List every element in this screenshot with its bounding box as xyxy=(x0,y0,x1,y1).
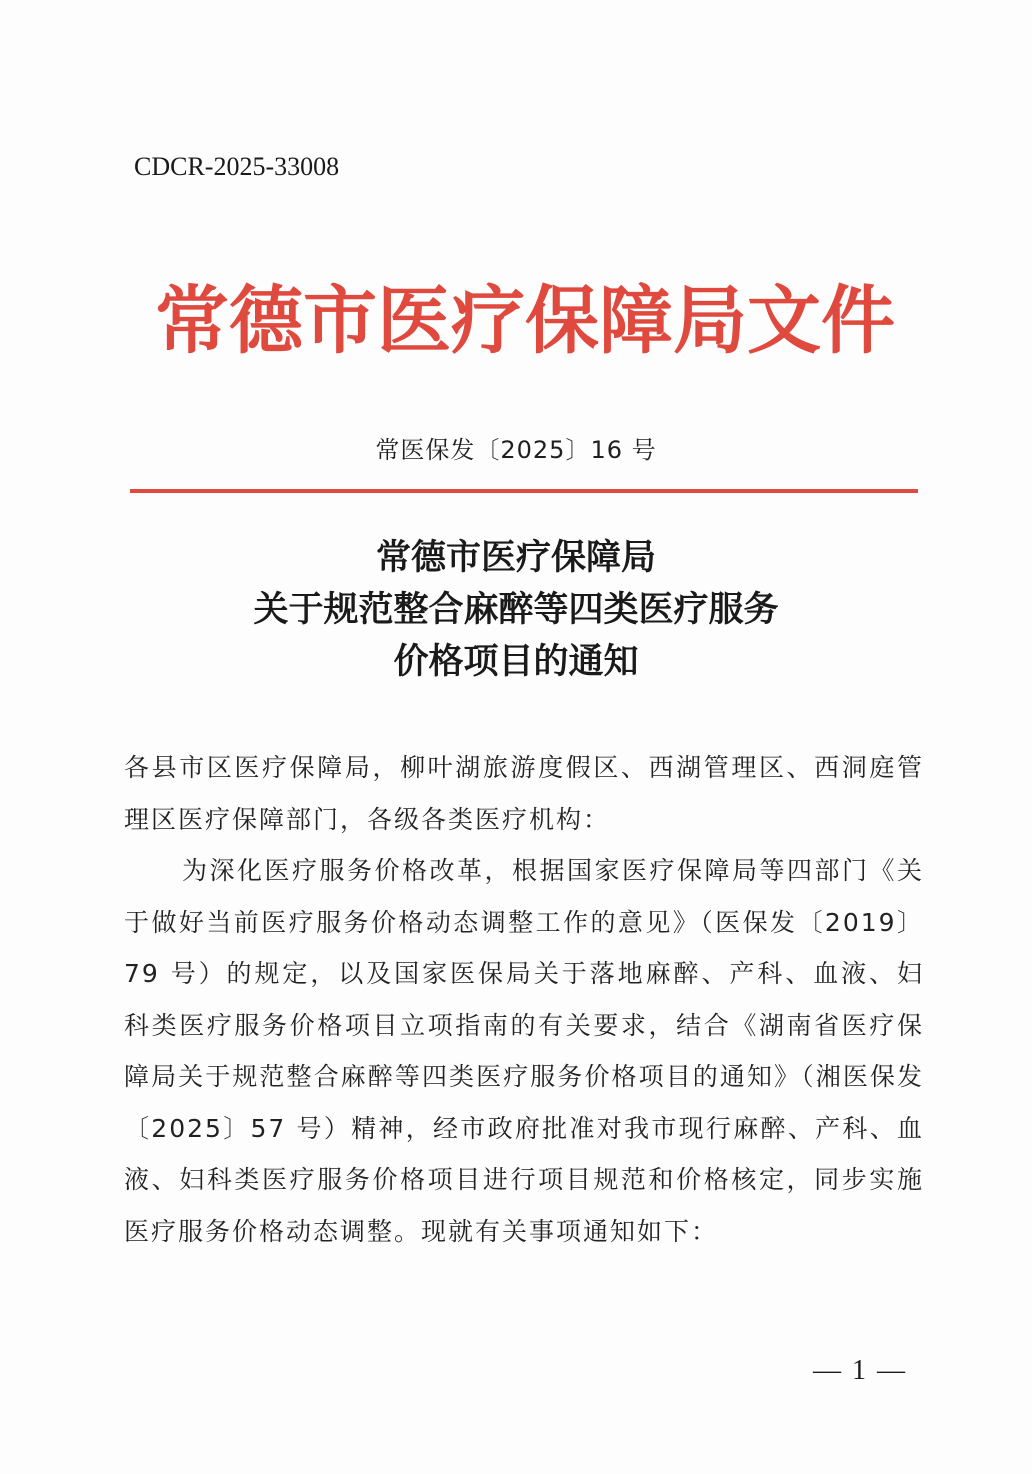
red-divider-line xyxy=(130,489,918,493)
salutation: 各县市区医疗保障局，柳叶湖旅游度假区、西湖管理区、西洞庭管理区医疗保障部门，各级各类医疗机构： xyxy=(124,753,924,834)
document-code: CDCR-2025-33008 xyxy=(134,152,340,181)
notice-title xyxy=(0,532,1032,688)
body-paragraph: 为深化医疗服务价格改革，根据国家医疗保障局等四部门《关于做好当前医疗服务价格动态调整工作的意见》（医保发〔2019〕79 号）的规定，以及国家医保局关于落地麻醉、产科、血液、妇科类医疗服务价格项目立项指南的有关要求，结合《湖南省医疗保障局关于规范整合麻醉等四类医疗服务价格项目的通知》（湘医保发〔2025〕57 号）精神，经市政府批准对我市现行麻醉、产科、血液、妇科类医疗服务价格项目进行项目规范和价格核定，同步实施医疗服务价格动态调整。现就有关事项通知如下： xyxy=(124,856,924,1246)
page-number: — 1 — xyxy=(813,1355,907,1386)
title-line: 价格项目的通知 xyxy=(393,641,639,682)
title-line: 关于规范整合麻醉等四类医疗服务 xyxy=(253,589,779,630)
document-number: 常医保发〔2025〕16 号 xyxy=(375,436,657,464)
notice-body xyxy=(124,742,924,1257)
masthead-title: 常德市医疗保障局文件 xyxy=(155,278,895,364)
title-line: 常德市医疗保障局 xyxy=(375,537,656,578)
